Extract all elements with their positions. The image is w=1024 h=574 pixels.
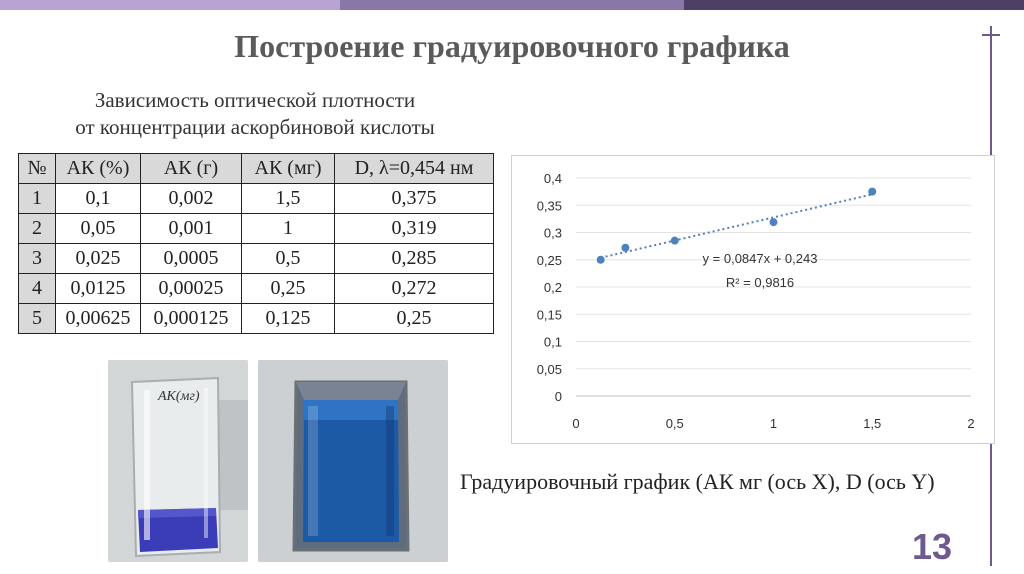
vial-label-text: АК(мг) — [158, 389, 200, 404]
table-row — [19, 214, 494, 244]
top-bar-dark — [684, 0, 1024, 10]
table-row — [19, 244, 494, 274]
cell-ak-percent: 0,00625 — [56, 304, 141, 334]
y-tick-label: 0,3 — [543, 225, 562, 241]
cell-ak-percent: 0,0125 — [56, 274, 141, 304]
table-header-row — [19, 154, 494, 184]
data-point — [671, 237, 679, 245]
cell-optical-density: 0,25 — [335, 304, 494, 334]
table-subtitle-line1: Зависимость оптической плотности — [94, 88, 416, 112]
y-tick-label: 0 — [554, 389, 562, 404]
x-tick-label: 0,5 — [665, 416, 684, 431]
cell-ak-percent: 0,1 — [56, 184, 141, 214]
table-row — [19, 184, 494, 214]
cell-number: 4 — [19, 274, 56, 304]
table-row — [19, 274, 494, 304]
table-subtitle — [20, 87, 490, 141]
cell-ak-g: 0,0005 — [141, 244, 242, 274]
data-point — [597, 256, 605, 264]
cell-optical-density: 0,285 — [335, 244, 494, 274]
header-optical-density: D, λ=0,454 нм — [335, 154, 494, 184]
header-ak-mg: АК (мг) — [242, 154, 335, 184]
y-tick-label: 0,35 — [536, 198, 562, 214]
cell-ak-mg: 0,25 — [242, 274, 335, 304]
table-row — [19, 304, 494, 334]
cell-ak-g: 0,000125 — [141, 304, 242, 334]
data-point — [868, 188, 876, 196]
cell-optical-density: 0,272 — [335, 274, 494, 304]
header-ak-g: АК (г) — [141, 154, 242, 184]
top-bar-mid — [340, 0, 684, 10]
x-tick-label: 1 — [769, 416, 778, 431]
y-tick-label: 0,2 — [543, 280, 562, 295]
cell-ak-g: 0,001 — [141, 214, 242, 244]
y-tick-label: 0,25 — [536, 252, 562, 268]
header-ak-percent: АК (%) — [56, 154, 141, 184]
cell-number: 5 — [19, 304, 56, 334]
cell-ak-mg: 1,5 — [242, 184, 335, 214]
x-tick-label: 2 — [967, 416, 975, 431]
y-tick-label: 0,05 — [536, 361, 562, 377]
calibration-chart — [511, 155, 995, 444]
x-tick-label: 0 — [572, 416, 580, 431]
data-table — [18, 153, 494, 334]
cell-number: 1 — [19, 184, 56, 214]
top-bar-light — [0, 0, 340, 10]
cell-optical-density: 0,319 — [335, 214, 494, 244]
r-squared-label: R² = 0,9816 — [725, 275, 795, 290]
x-tick-label: 1,5 — [863, 416, 882, 431]
cuvette-illustration — [258, 360, 448, 562]
vial-photo — [108, 360, 248, 562]
cell-ak-mg: 0,5 — [242, 244, 335, 274]
cell-ak-g: 0,002 — [141, 184, 242, 214]
cell-ak-mg: 0,125 — [242, 304, 335, 334]
data-point — [770, 218, 778, 226]
cell-ak-percent: 0,05 — [56, 214, 141, 244]
data-point — [621, 244, 629, 252]
cell-number: 2 — [19, 214, 56, 244]
y-tick-label: 0,4 — [543, 171, 562, 186]
y-tick-label: 0,15 — [536, 307, 562, 323]
cell-ak-percent: 0,025 — [56, 244, 141, 274]
cell-ak-mg: 1 — [242, 214, 335, 244]
cell-ak-g: 0,00025 — [141, 274, 242, 304]
cell-optical-density: 0,375 — [335, 184, 494, 214]
cuvette-photo — [258, 360, 448, 562]
chart-caption: Градуировочный график (АК мг (ось X), D (ось Y) — [460, 469, 935, 494]
header-number: № — [19, 154, 56, 184]
table-subtitle-line2: от концентрации аскорбиновой кислоты — [75, 115, 435, 139]
vial-illustration — [108, 360, 248, 562]
page-number: 13 — [912, 526, 953, 567]
cell-number: 3 — [19, 244, 56, 274]
chart-svg — [512, 156, 994, 443]
slide-title: Построение градуировочного графика — [234, 28, 790, 64]
trendline-equation: y = 0,0847x + 0,243 — [702, 251, 818, 266]
trendline — [601, 194, 873, 257]
y-tick-label: 0,1 — [543, 334, 562, 350]
